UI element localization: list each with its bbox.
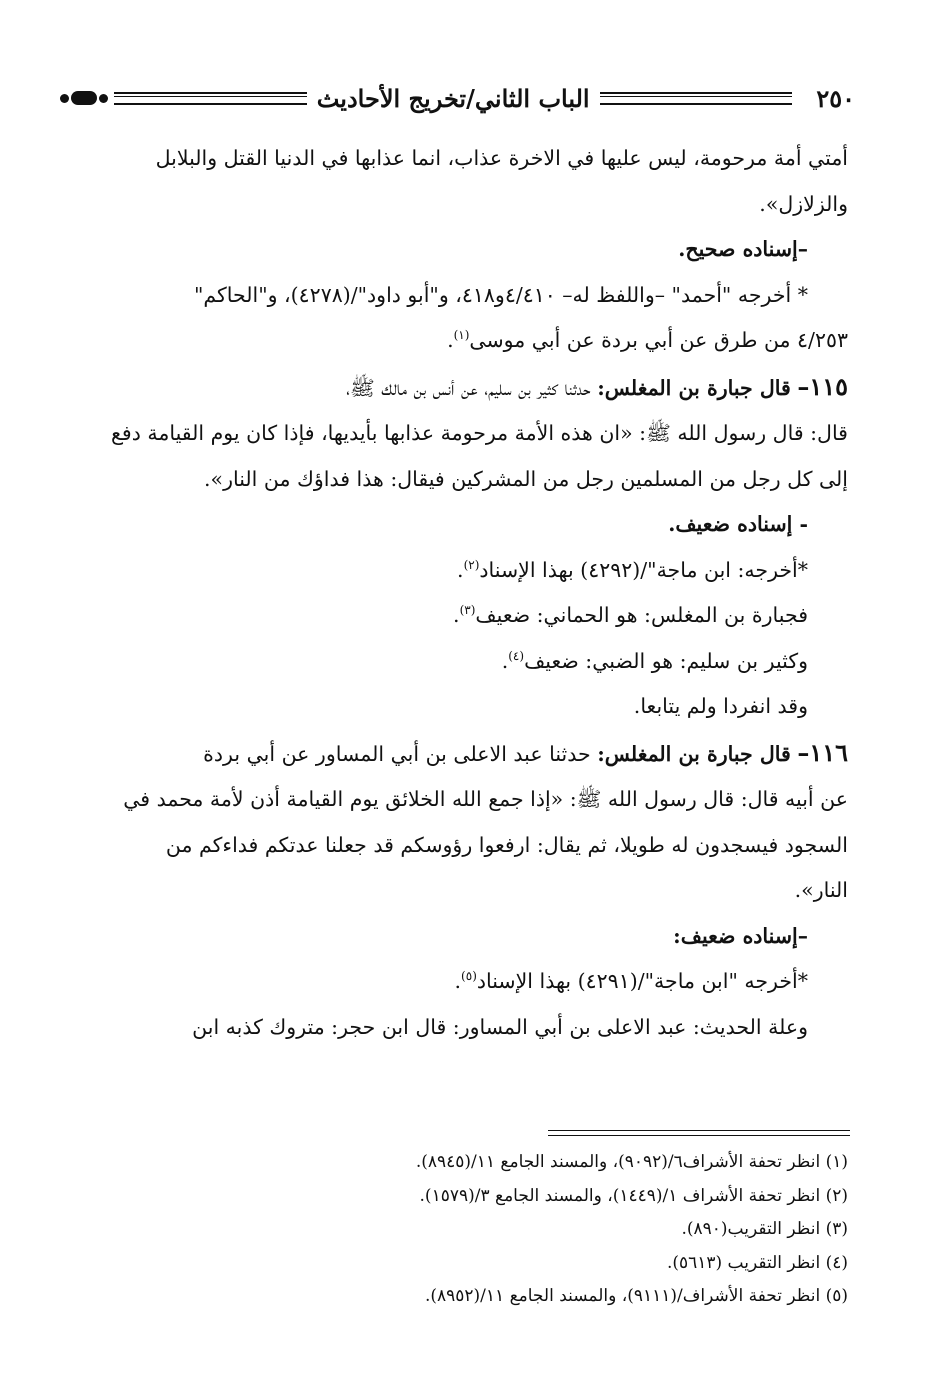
footnote: (٢) انظر تحفة الأشراف ١/(١٤٤٩)، والمسند الجامع ٣/(١٥٧٩). (419, 1185, 848, 1206)
header-rule-right (600, 92, 793, 105)
takhrij-line: *أخرجه "ابن ماجة"/(٤٢٩١) بهذا الإسناد$^{(٥)}$. (454, 969, 808, 993)
footnote-ref: (٥) (461, 969, 477, 983)
hadith-116-heading: ١١٦– قال جبارة بن المغلس: حدثنا عبد الاعلى بن أبي المساور عن أبي بردة (203, 737, 848, 767)
isnad-grade: –إسناده صحيح. (678, 237, 808, 261)
isnad-grade: - إسناده ضعيف. (668, 512, 808, 536)
running-header (60, 78, 855, 118)
text-line: أمتي أمة مرحومة، ليس عليها في الاخرة عذاب، انما عذابها في الدنيا القتل والبلابل (155, 146, 848, 170)
footnote-ref: (٢) (463, 557, 480, 572)
footnote-ref: (١) (453, 328, 470, 342)
narrator-label: قال جبارة بن المغلس: (597, 375, 791, 400)
footnote-ref: (٣) (459, 603, 476, 617)
footnote-ref: (٤) (508, 648, 525, 663)
text-line: قال: قال رسول الله ﷺ: «ان هذه الأمة مرحومة عذابها بأيديها، فإذا كان يوم القيامة دفع (111, 421, 848, 445)
hadith-number: ١١٥– (797, 371, 848, 401)
narrator-note: وكثير بن سليم: هو الضبي: ضعيف$^{(٤)}$. (501, 648, 808, 673)
text-line: النار». (794, 878, 848, 902)
header-rule-left (114, 92, 307, 105)
chapter-title: الباب الثاني/تخريج الأحاديث (316, 83, 590, 113)
footnote: (١) انظر تحفة الأشراف٦/(٩٠٩٢)، والمسند الجامع ١١/(٨٩٤٥). (415, 1152, 848, 1172)
footnotes (80, 1146, 848, 1314)
footnote: (٣) انظر التقريب(٨٩٠). (681, 1219, 848, 1239)
narrator-label: قال جبارة بن المغلس: (597, 741, 791, 766)
narrator-note: وقد انفردا ولم يتابعا. (633, 694, 808, 718)
text-line: السجود فيسجدون له طويلا، ثم يقال: ارفعوا رؤوسكم قد جعلنا عدتكم فداءكم من (165, 832, 848, 857)
ornament-left (60, 88, 108, 108)
hadith-115-heading: ١١٥– قال جبارة بن المغلس: حدثنا كثير بن سليم، عن أنس بن مالك ﷺ، (346, 371, 848, 401)
takhrij-line: *أخرجه: ابن ماجة"/(٤٢٩٢) بهذا الإسناد$^{(٢)}$. (457, 557, 808, 582)
text-line: عن أبيه قال: قال رسول الله ﷺ: «إذا جمع الله الخلائق يوم القيامة أذن لأمة محمد في (123, 787, 848, 811)
isnad-grade: –إسناده ضعيف: (673, 923, 808, 948)
hadith-number: ١١٦– (797, 737, 848, 767)
footnote: (٤) انظر التقريب (٥٦١٣). (666, 1252, 848, 1273)
footnote-separator (548, 1130, 850, 1136)
text-line: إلى كل رجل من المسلمين رجل من المشركين فيقال: هذا فداؤك من النار». (204, 466, 848, 491)
text-line: وعلة الحديث: عبد الاعلى بن أبي المساور: قال ابن حجر: متروك كذبه ابن (192, 1014, 808, 1039)
page-number: ٢٥٠ (816, 83, 855, 113)
main-text (80, 136, 848, 1050)
narrator-note: فجبارة بن المغلس: هو الحماني: ضعيف$^{(٣)}$. (453, 603, 808, 627)
text-line: ٤/٢٥٣ من طرق عن أبي بردة عن أبي موسى$^{(١)}$. (447, 328, 848, 352)
footnote: (٥) انظر تحفة الأشراف/(٩١١١)، والمسند الجامع ١١/(٨٩٥٢). (424, 1286, 848, 1306)
text-line: والزلازل». (759, 191, 848, 216)
takhrij-line: * أخرجه "أحمد" –واللفظ له– ٤/٤١٠و٤١٨، و"أبو داود"/(٤٢٧٨)، و"الحاكم" (193, 282, 808, 307)
